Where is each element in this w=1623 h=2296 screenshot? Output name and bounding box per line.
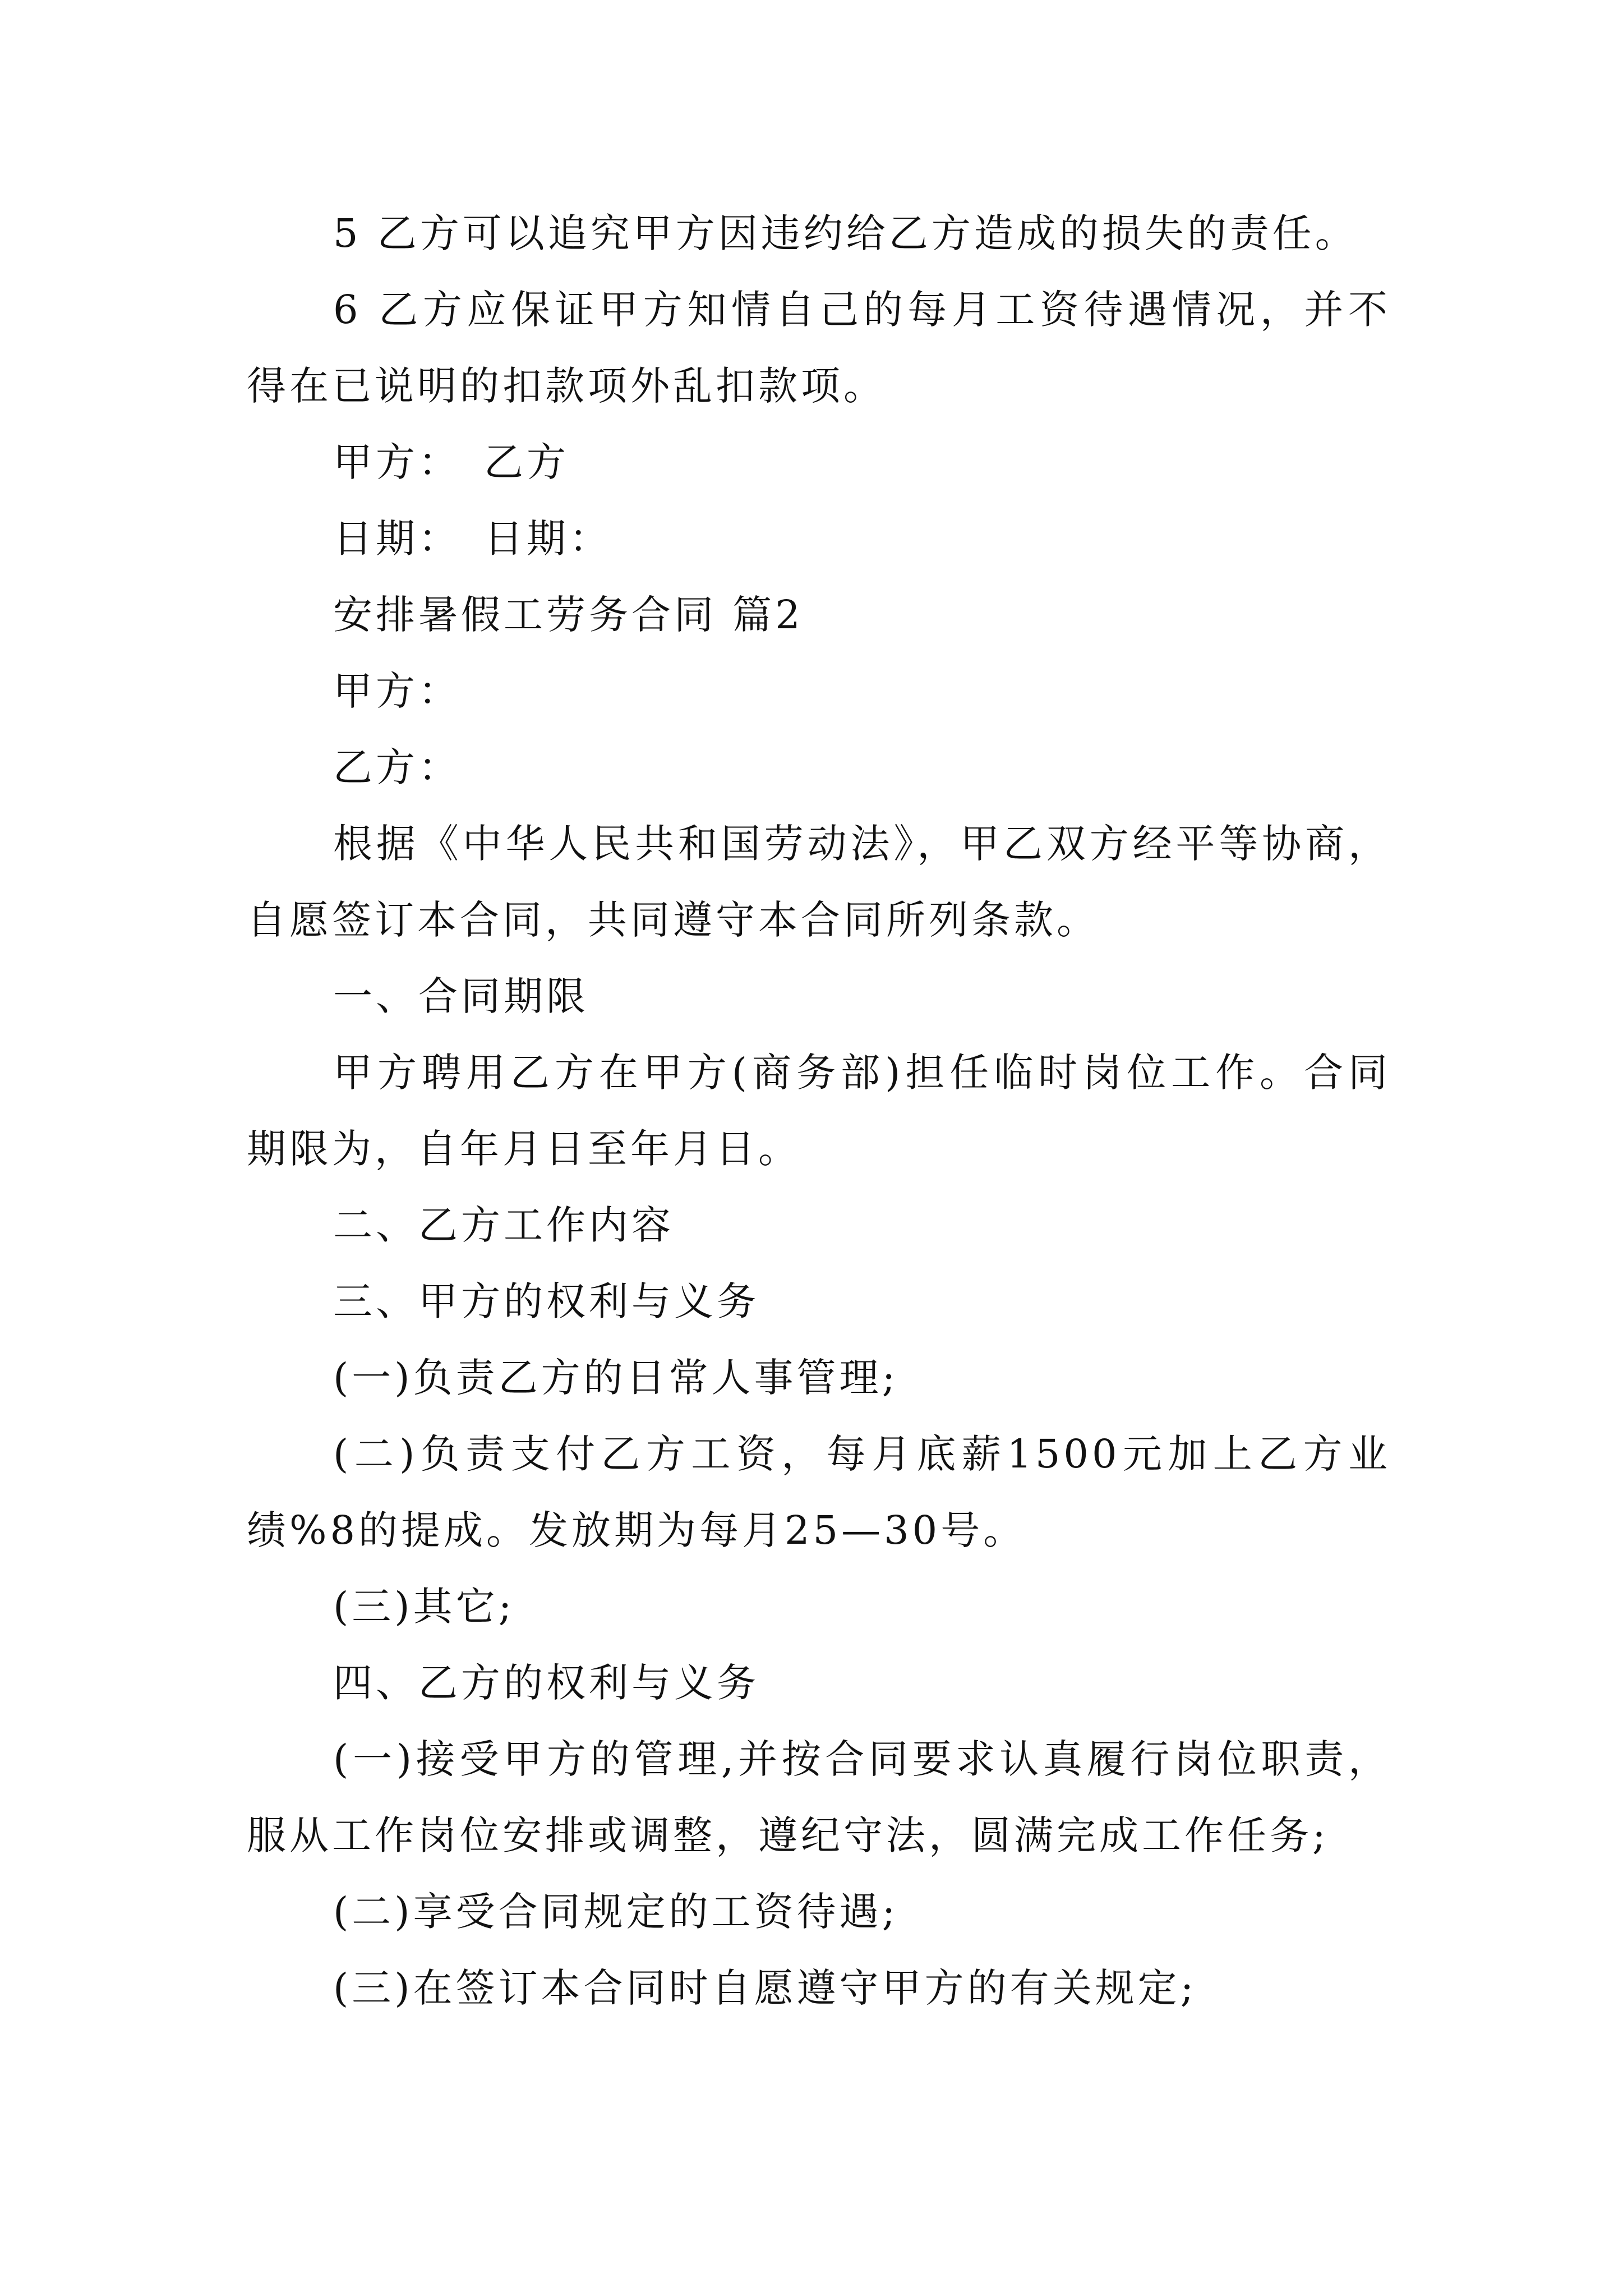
section-title: 安排暑假工劳务合同 篇2: [333, 592, 804, 638]
heading-work-content: 二、乙方工作内容: [333, 1202, 674, 1248]
heading-party-a-rights: 三、甲方的权利与义务: [333, 1278, 759, 1324]
preamble: 根据《中华人民共和国劳动法》，甲乙双方经平等协商，自愿签订本合同，共同遵守本合同所列条款。: [247, 821, 1391, 943]
party-a-item-1: (一)负责乙方的日常人事管理;: [333, 1355, 899, 1401]
heading-party-b-rights: 四、乙方的权利与义务: [333, 1660, 759, 1706]
party-b-item-3: (三)在签订本合同时自愿遵守甲方的有关规定;: [333, 1965, 1197, 2011]
party-b-item-1: (一)接受甲方的管理,并按合同要求认真履行岗位职责，服从工作岗位安排或调整，遵纪守法，圆满完成工作任务;: [247, 1736, 1391, 1858]
party-a-item-2: (二)负责支付乙方工资，每月底薪1500元加上乙方业绩%8的提成。发放期为每月25—30号。: [247, 1431, 1391, 1553]
signature-parties: 甲方： 乙方: [333, 439, 569, 485]
party-b-item-2: (二)享受合同规定的工资待遇;: [333, 1889, 899, 1935]
contract-term-text: 甲方聘用乙方在甲方(商务部)担任临时岗位工作。合同期限为，自年月日至年月日。: [247, 1050, 1391, 1172]
signature-dates: 日期： 日期：: [333, 516, 612, 562]
clause-5: 5 乙方可以追究甲方因违约给乙方造成的损失的责任。: [333, 210, 1358, 256]
party-b-line: 乙方：: [333, 744, 461, 790]
document-body: [247, 195, 1391, 2026]
clause-6: 6 乙方应保证甲方知情自己的每月工资待遇情况，并不得在已说明的扣款项外乱扣款项。: [247, 287, 1391, 409]
party-a-line: 甲方：: [333, 668, 461, 714]
party-a-item-3: (三)其它;: [333, 1584, 515, 1630]
heading-contract-term: 一、合同期限: [333, 973, 589, 1019]
